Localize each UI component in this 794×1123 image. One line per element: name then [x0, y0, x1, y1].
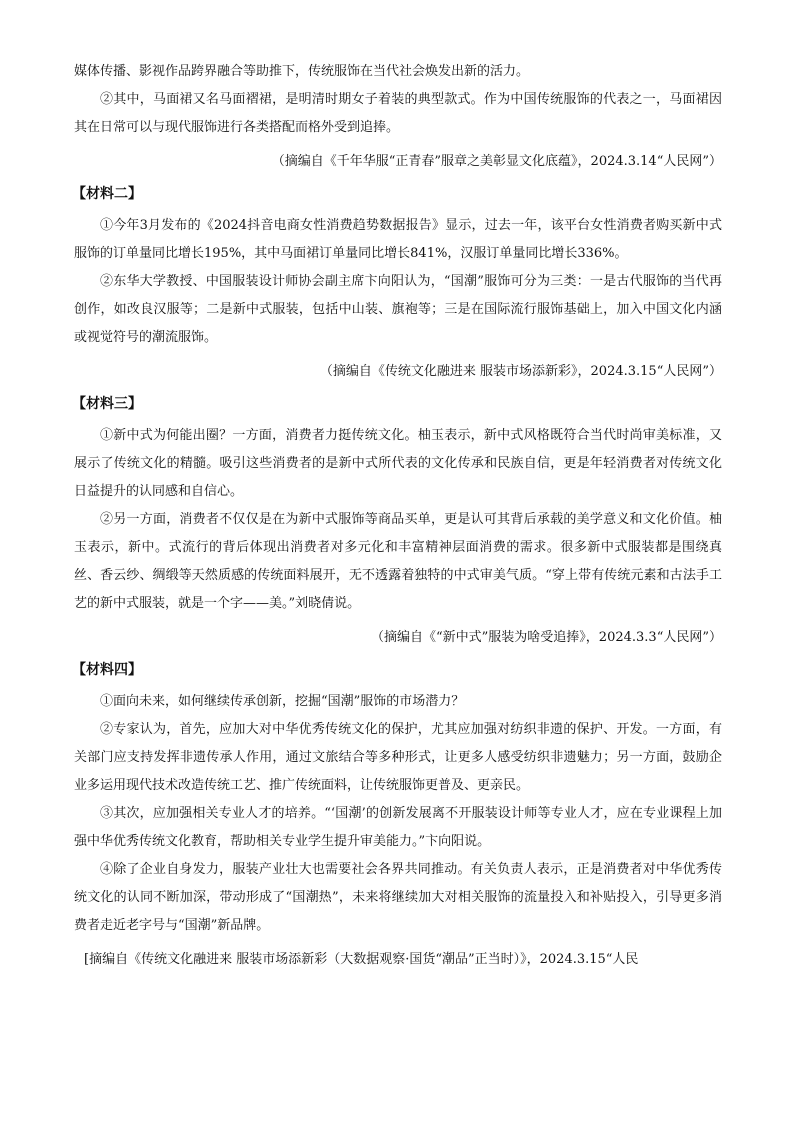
paragraph: ①今年3月发布的《2024抖音电商女性消费趋势数据报告》显示，过去一年，该平台女性消费者购买新中式服饰的订单量同比增长195%，其中马面裙订单量同比增长841%，汉服订单量同比增长336%。 [74, 218, 722, 261]
section-heading: 【材料四】 [72, 662, 142, 678]
paragraph: ①面向未来，如何继续传承创新，挖掘“国潮”服饰的市场潜力？ [100, 694, 465, 709]
paragraph: ②东华大学教授、中国服装设计师协会副主席卞向阳认为，“国潮”服饰可分为三类：一是古代服饰的当代再创作，如改良汉服等；二是新中式服装，包括中山装、旗袍等；三是在国际流行服饰基础上，加入中国文化内涵或视觉符号的潮流服饰。 [74, 274, 722, 345]
section-heading: 【材料二】 [72, 186, 142, 202]
paragraph: ②另一方面，消费者不仅仅是在为新中式服饰等商品买单，更是认可其背后承载的美学意义和文化价值。柚玉表示，新中。式流行的背后体现出消费者对多元化和丰富精神层面消费的需求。很多新中式服装都是围绕真丝、香云纱、绸缎等天然质感的传统面料展开，无不透露着独特的中式审美气质。“穿上带有传统元素和古法手工艺的新中式服装，就是一个字——美。”刘晓倩说。 [74, 512, 722, 611]
section-heading: 【材料三】 [72, 396, 142, 412]
source-citation: （摘编自《“新中式”服装为啥受追捧》，2024.3.3“人民网”） [371, 630, 722, 645]
document-page [74, 58, 722, 976]
paragraph: ②专家认为，首先，应加大对中华优秀传统文化的保护，尤其应加强对纺织非遗的保护、开发。一方面，有关部门应支持发挥非遗传承人作用，通过文旅结合等多种形式，让更多人感受纺织非遗魅力；另一方面，鼓励企业多运用现代技术改造传统工艺、推广传统面料，让传统服饰更普及、更亲民。 [74, 722, 722, 793]
source-citation: （摘编自《千年华服“正青春”服章之美彰显文化底蕴》，2024.3.14“人民网”） [271, 154, 722, 169]
paragraph: 媒体传播、影视作品跨界融合等助推下，传统服饰在当代社会焕发出新的活力。 [74, 64, 530, 79]
paragraph: ④除了企业自身发力，服装产业壮大也需要社会各界共同推动。有关负责人表示，正是消费者对中华优秀传统文化的认同不断加深，带动形成了“国潮热”，未来将继续加大对相关服饰的流量投入和补贴投入，引导更多消费者走近老字号与“国潮”新品牌。 [74, 862, 722, 933]
paragraph: ①新中式为何能出圈？一方面，消费者力挺传统文化。柚玉表示，新中式风格既符合当代时尚审美标准，又展示了传统文化的精髓。吸引这些消费者的是新中式所代表的文化传承和民族自信，更是年轻消费者对传统文化日益提升的认同感和自信心。 [74, 428, 722, 499]
paragraph: ②其中，马面裙又名马面褶裙，是明清时期女子着装的典型款式。作为中国传统服饰的代表之一，马面裙因其在日常可以与现代服饰进行各类搭配而格外受到追捧。 [74, 92, 722, 135]
paragraph: ③其次，应加强相关专业人才的培养。“‘国潮’的创新发展离不开服装设计师等专业人才，应在专业课程上加强中华优秀传统文化教育，帮助相关专业学生提升审美能力。”卞向阳说。 [74, 806, 722, 849]
source-citation: [摘编自《传统文化融进来 服装市场添新彩（大数据观察·国货“潮品”正当时）》，2024.3.15“人民 [84, 952, 639, 967]
source-citation: （摘编自《传统文化融进来 服装市场添新彩》，2024.3.15“人民网”） [319, 364, 722, 379]
